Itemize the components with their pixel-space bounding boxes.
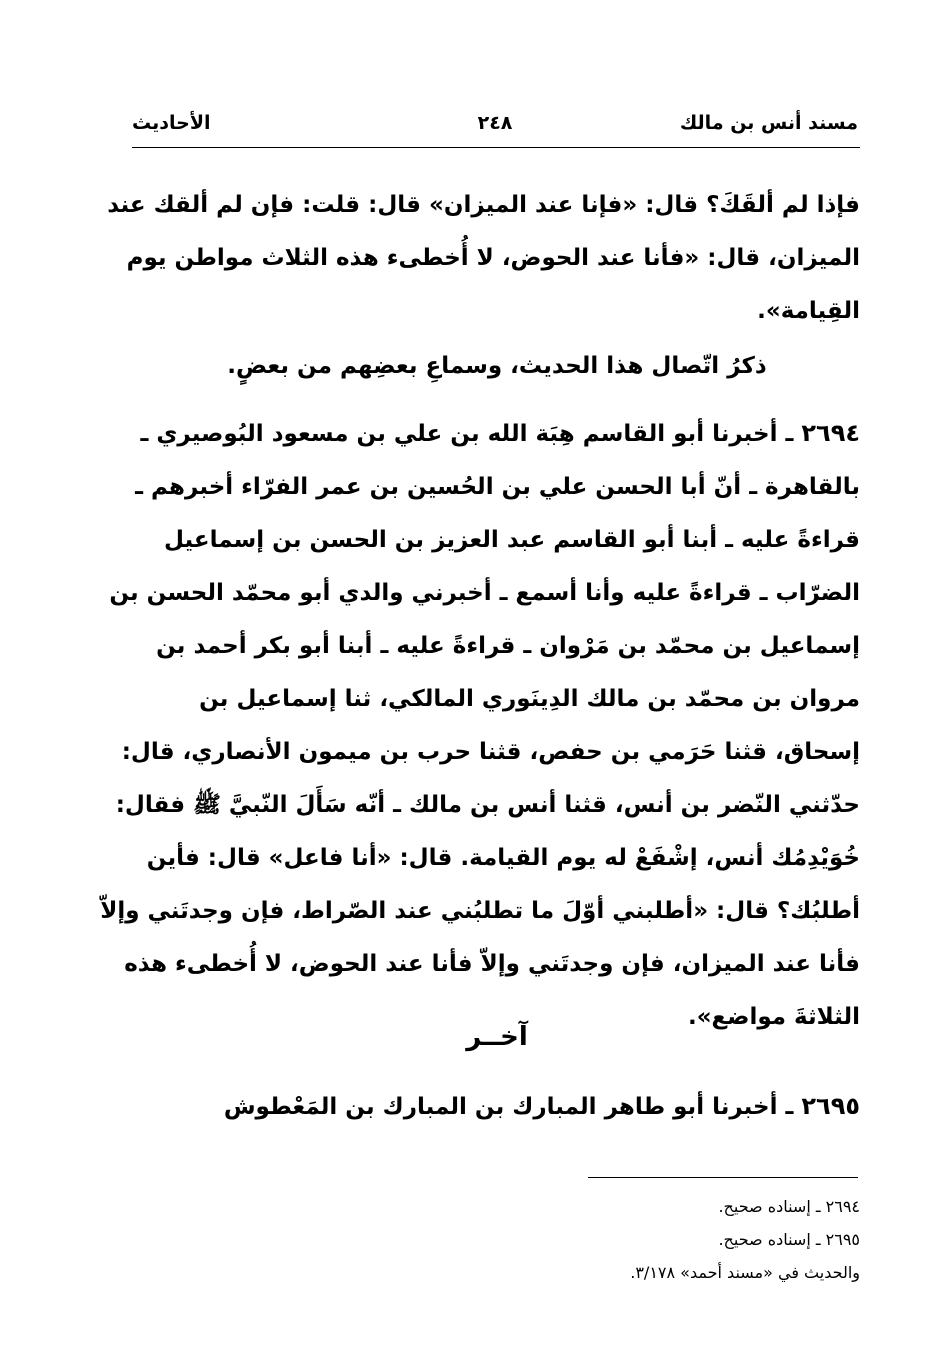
section-title: ذكرُ اتّصال هذا الحديث، وسماعِ بعضِهم من بعضٍ.	[227, 353, 767, 379]
text-line: فإذا لم ألقَكَ؟ قال: «فإنا عند الميزان» قال: قلت: فإن لم ألقك عند	[107, 192, 860, 218]
footnotes	[400, 1190, 860, 1289]
text-line: حدّثني النّضر بن أنس، قثنا أنس بن مالك ـ أنّه سَأَلَ النّبيَّ ﷺ فقال:	[115, 792, 860, 818]
hadith-text: ـ أخبرنا أبو طاهر المبارك بن المبارك بن المَعْطوش	[223, 1094, 794, 1120]
text-line: الثلاثةَ مواضع».	[687, 1004, 860, 1030]
paragraph-continuation	[107, 179, 860, 338]
hadith-2695	[134, 1080, 860, 1134]
header-rule	[132, 147, 860, 148]
text-line: أطلبُك؟ قال: «أطلبني أوّلَ ما تطلبُني عند الصّراط، فإن وجدتَني وإلاّ	[100, 898, 860, 924]
header-book-title: مسند أنس بن مالك	[679, 112, 858, 134]
text-line: الميزان، قال: «فأنا عند الحوض، لا أُخطىء هذه الثلاث مواطن يوم	[126, 245, 860, 271]
subheading: آخــر	[466, 1022, 528, 1052]
text-line: خُوَيْدِمُك أنس، إشْفَعْ له يوم القيامة. قال: «أنا فاعل» قال: فأين	[146, 845, 860, 871]
hadith-text: ـ أخبرنا أبو القاسم هِبَة الله بن علي بن مسعود البُوصيري ـ	[140, 421, 794, 447]
text-line: بالقاهرة ـ أنّ أبا الحسن علي بن الحُسين بن عمر الفرّاء أخبرهم ـ	[135, 474, 860, 500]
running-header	[132, 112, 858, 146]
hadith-number: ٢٦٩٥	[801, 1092, 860, 1120]
footnote: والحديث في «مسند أحمد» ٣/١٧٨.	[630, 1263, 860, 1282]
header-section-title: الأحاديث	[132, 112, 211, 134]
footnote-rule	[588, 1177, 858, 1178]
hadith-number: ٢٦٩٤	[801, 419, 860, 447]
text-line	[134, 1080, 860, 1134]
text-line: الضرّاب ـ قراءةً عليه وأنا أسمع ـ أخبرني والدي أبو محمّد الحسن بن	[109, 580, 860, 606]
text-line: إسماعيل بن محمّد بن مَرْوان ـ قراءةً عليه ـ أبنا أبو بكر أحمد بن	[156, 633, 860, 659]
text-line: القِيامة».	[757, 298, 860, 324]
text-line: قراءةً عليه ـ أبنا أبو القاسم عبد العزيز بن الحسن بن إسماعيل	[163, 527, 860, 553]
text-line	[134, 407, 860, 461]
text-line: فأنا عند الميزان، فإن وجدتَني وإلاّ فأنا عند الحوض، لا أُخطىء هذه	[124, 951, 860, 977]
page-number: ٢٤٨	[477, 112, 513, 134]
hadith-2694	[100, 407, 860, 1044]
text-line: مروان بن محمّد بن مالك الدِينَوري المالكي، ثنا إسماعيل بن	[199, 686, 860, 712]
footnote: ٢٦٩٥ ـ إسناده صحيح.	[718, 1230, 860, 1249]
footnote: ٢٦٩٤ ـ إسناده صحيح.	[718, 1197, 860, 1216]
text-line: إسحاق، قثنا حَرَمي بن حفص، قثنا حرب بن ميمون الأنصاري، قال:	[121, 739, 860, 765]
